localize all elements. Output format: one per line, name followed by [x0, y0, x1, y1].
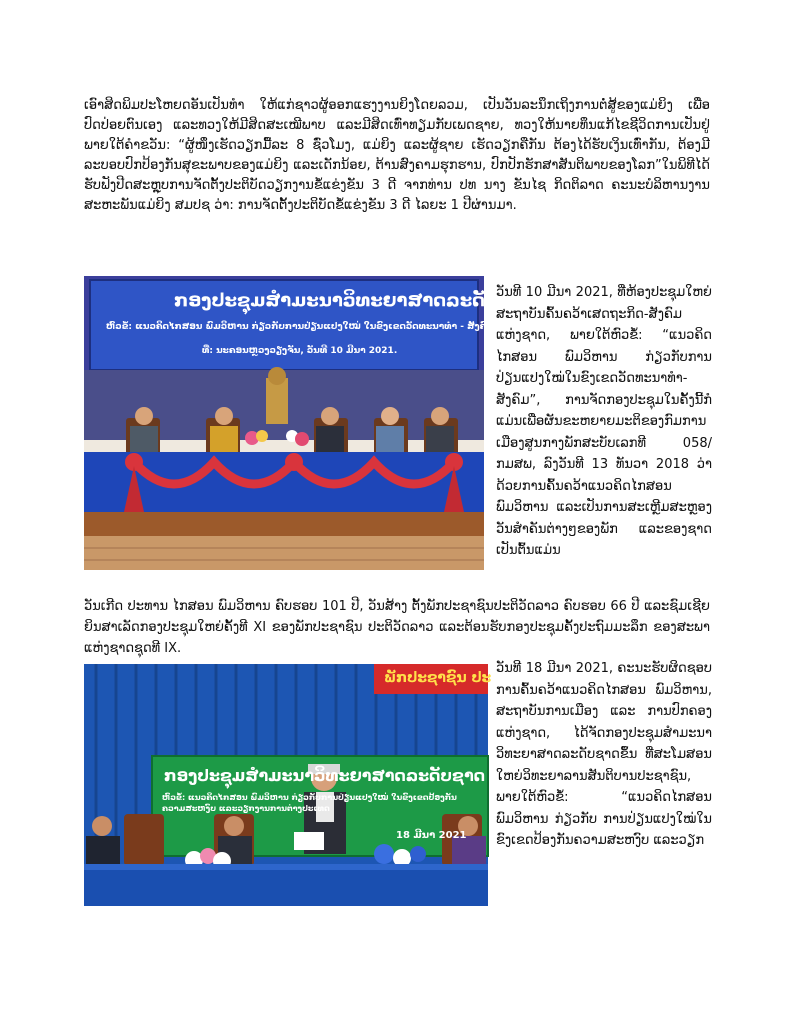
paragraph-seminar-1-side: ວັນທີ 10 ມີນາ 2021, ທີ່ຫ້ອງປະຊຸມໃຫຍ່ສະຖາບັນຄົ້ນຄວ້າເສດຖະກິດ-ສັງຄົມແຫ່ງຊາດ, ພາຍໃຕ້ຫົວຂໍ້: “ແນວຄິດໄກສອນ ພົມວິຫານ ກ່ຽວກັບການປ່ຽນແປງໃໝ່ໃນຂົງເຂດວັດທະນາທຳ-ສັງຄົມ”, ການຈັດກອງປະຊຸມໃນຄັ້ງນີ້ກໍແມ່ນເພື່ອຜັນຂະຫຍາຍມະຕິຂອງກົມການເມືອງສູນກາງພັກສະບັບເລກທີ 058/ກມສພ, ລົງວັນທີ 13 ທັນວາ 2018 ວ່າດ້ວຍການຄົ້ນຄວ້າແນວຄິດໄກສອນ ພົມວິຫານ ແລະເປັນການສະເຫຼີມສະຫຼອງວັນສຳຄັນຕ່າງໆຂອງພັກ ແລະຂອງຊາດ ເປັນຕົ້ນແມ່ນ	[496, 285, 712, 558]
seminar-photo-2-illustration	[84, 664, 488, 906]
photo2-banner-subtitle: ຫົວຂໍ້: ແນວຄິດໄກສອນ ພົມວິຫານ ກ່ຽວກັບການປ່ຽນແປງໃໝ່ ໃນຂົງເຂດປ້ອງກັນຄວາມສະຫງົບ ແລະວຽກງານການຕ່າງປະເທດ	[162, 793, 457, 813]
photo1-banner-subtitle: ຫົວຂໍ້: ແນວຄິດໄກສອນ ພົມວິຫານ ກ່ຽວກັບການປ່ຽນແປງໃໝ່ ໃນຂົງເຂດວັດທະນາທຳ - ສັງຄົມ.	[106, 322, 498, 332]
seminar-photo-2	[84, 664, 492, 906]
paragraph-intro: ເອົາສິດພິມປະໂຫຍດອັນເປັນທຳ ໃຫ້ແກ່ຊາວຜູ້ອອກແຮງງານຍິງໂດຍລວມ, ເປັນວັນລະນຶກເຖິງການຕໍ່ສູ້ຂອງແມ່ຍິງ ເພື່ອປົດປ່ອຍຕົນເອງ ແລະທວງໃຫ້ມີສິດສະເໝີພາບ ແລະມີສິດເທົ່າທຽມກັບເພດຊາຍ, ທວງໃຫ້ນາຍທຶນແກ້ໄຂຊີວິດການເປັນຢູ່ພາຍໃຕ້ຄຳຂວັນ: “ຜູ້ໜຶ່ງເຮັດວຽກມື້ລະ 8 ຊົ່ວໂມງ, ແມ່ຍິງ ແລະຜູ້ຊາຍ ເຮັດວຽກຄືກັນ ຕ້ອງໄດ້ຮັບເງິນເທົ່າກັນ, ຕ້ອງມີລະບອບປົກປ້ອງກັນສຸຂະພາບຂອງແມ່ຍິງ ແລະເດັກນ້ອຍ, ຕ້ານສົງຄາມຮຸກຮານ, ປົກປັກຮັກສາສັນຕິພາບຂອງໂລກ”ໃນພິທີໄດ້ຮັບຟັງປີດສະຫຼຸບການຈັດຕັ້ງປະຕິບັດວຽກງານຂໍ້ແຂ່ງຂັນ 3 ດີ ຈາກທ່ານ ປທ ນາງ ຂັນໄຊ ກິດຕິລາດ ຄະນະບໍລິຫານງານສະຫະພັນແມ່ຍິງ ສມປຊ ວ່າ: ການຈັດຕັ້ງປະຕິບັດຂໍ້ແຂ່ງຂັນ 3 ດີ ໄລຍະ 1 ປີຜ່ານມາ.	[84, 98, 710, 213]
paragraph-seminar-2-side: ວັນທີ 18 ມີນາ 2021, ຄະນະຮັບຜິດຊອບການຄົ້ນຄວ້າແນວຄິດໄກສອນ ພົມວິຫານ, ສະຖາບັນການເມືອງ ແລະ ການປົກຄອງແຫ່ງຊາດ, ໄດ້ຈັດກອງປະຊຸມສຳມະນາວິທະຍາສາດລະດັບຊາດຂຶ້ນ ທີ່ສະໂມສອນໃຫຍ່ວິທະຍາລານສັນຕິບານປະຊາຊົນ, ພາຍໃຕ້ຫົວຂໍ້: “ແນວຄິດໄກສອນ ພົມວິຫານ ກ່ຽວກັບ ການປ່ຽນແປງໃໝ່ໃນຂົງເຂດປ້ອງກັນຄວາມສະຫງົບ ແລະວຽກ	[496, 661, 712, 848]
seminar-photo-1-illustration	[84, 276, 484, 570]
seminar-photo-1	[84, 276, 536, 570]
photo1-banner-title: ກອງປະຊຸມສຳມະນາວິທະຍາສາດລະດັບຊາດ	[174, 290, 536, 311]
paragraph-seminar-1-continued: ວັນເກີດ ປະທານ ໄກສອນ ພົມວິຫານ ຄົບຮອບ 101 ປີ, ວັນສ້າງ ຕັ້ງພັກປະຊາຊົນປະຕິວັດລາວ ຄົບຮອບ 66 ປີ ແລະຊົມເຊີຍຍິນສາເລັດກອງປະຊຸມໃຫຍ່ຄັ້ງທີ XI ຂອງພັກປະຊາຊົນ ປະຕິວັດລາວ ແລະຕ້ອນຮັບກອງປະຊຸມຄັ້ງປະຖົມມະລຶກ ຂອງສະພາແຫ່ງຊາດຊຸດທີ IX.	[84, 599, 710, 656]
photo1-banner-place: ທີ່: ນະຄອນຫຼວງວຽງຈັນ, ວັນທີ 10 ມີນາ 2021.	[202, 346, 398, 356]
photo2-banner-date: 18 ມີນາ 2021	[396, 830, 467, 841]
photo2-banner-title: ກອງປະຊຸມສຳມະນາວິທະຍາສາດລະດັບຊາດ	[164, 766, 486, 785]
photo2-banner-top: ພັກປະຊາຊົນ ປະ	[384, 670, 492, 686]
